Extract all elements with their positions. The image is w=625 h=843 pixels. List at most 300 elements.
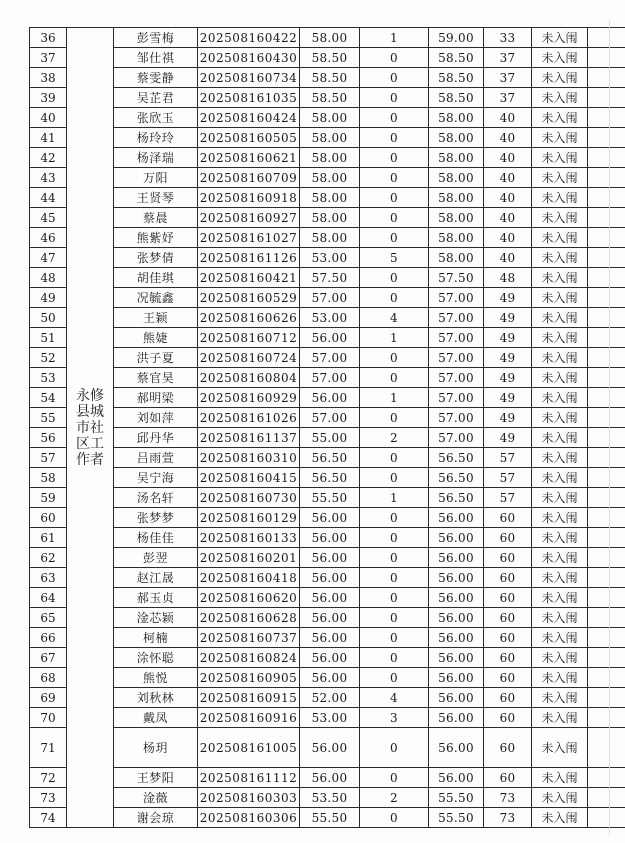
bonus-score-cell: 1	[360, 388, 429, 408]
written-score-cell: 56.50	[300, 448, 360, 468]
bonus-score-cell: 0	[360, 268, 429, 288]
exam-id-cell: 202508160916	[198, 708, 300, 728]
table-row	[30, 768, 625, 788]
bonus-score-cell: 3	[360, 708, 429, 728]
table-row	[30, 208, 625, 228]
name-cell: 熊紫妤	[114, 228, 198, 248]
seq-cell: 46	[30, 228, 67, 248]
name-cell: 谢会琼	[114, 808, 198, 828]
status-cell: 未入闱	[532, 508, 588, 528]
exam-id-cell: 202508160628	[198, 608, 300, 628]
note-cell	[588, 288, 625, 308]
table-row	[30, 328, 625, 348]
total-score-cell: 56.00	[429, 628, 484, 648]
exam-id-cell: 202508160424	[198, 108, 300, 128]
seq-cell: 45	[30, 208, 67, 228]
rank-cell: 60	[484, 668, 532, 688]
table-row	[30, 708, 625, 728]
written-score-cell: 58.50	[300, 88, 360, 108]
rank-cell: 60	[484, 548, 532, 568]
total-score-cell: 58.00	[429, 228, 484, 248]
note-cell	[588, 208, 625, 228]
rank-cell: 60	[484, 768, 532, 788]
rank-cell: 49	[484, 348, 532, 368]
rank-cell: 49	[484, 388, 532, 408]
exam-id-cell: 202508160918	[198, 188, 300, 208]
total-score-cell: 56.00	[429, 508, 484, 528]
total-score-cell: 58.50	[429, 68, 484, 88]
written-score-cell: 56.00	[300, 728, 360, 768]
bonus-score-cell: 0	[360, 588, 429, 608]
table-row	[30, 228, 625, 248]
status-cell: 未入闱	[532, 408, 588, 428]
table-row	[30, 728, 625, 768]
table-row	[30, 48, 625, 68]
note-cell	[588, 688, 625, 708]
name-cell: 郝明梁	[114, 388, 198, 408]
bonus-score-cell: 0	[360, 628, 429, 648]
name-cell: 王贤琴	[114, 188, 198, 208]
seq-cell: 36	[30, 28, 67, 48]
name-cell: 吴宁海	[114, 468, 198, 488]
rank-cell: 60	[484, 708, 532, 728]
rank-cell: 73	[484, 808, 532, 828]
total-score-cell: 56.00	[429, 768, 484, 788]
rank-cell: 48	[484, 268, 532, 288]
total-score-cell: 56.00	[429, 648, 484, 668]
status-cell: 未入闱	[532, 788, 588, 808]
name-cell: 柯楠	[114, 628, 198, 648]
name-cell: 彭翌	[114, 548, 198, 568]
status-cell: 未入闱	[532, 108, 588, 128]
note-cell	[588, 588, 625, 608]
exam-id-cell: 202508160804	[198, 368, 300, 388]
table-row	[30, 168, 625, 188]
written-score-cell: 56.00	[300, 768, 360, 788]
exam-id-cell: 202508161027	[198, 228, 300, 248]
rank-cell: 60	[484, 508, 532, 528]
table-row	[30, 588, 625, 608]
note-cell	[588, 268, 625, 288]
rank-cell: 40	[484, 228, 532, 248]
exam-id-cell: 202508160709	[198, 168, 300, 188]
total-score-cell: 57.00	[429, 428, 484, 448]
seq-cell: 61	[30, 528, 67, 548]
bonus-score-cell: 0	[360, 288, 429, 308]
written-score-cell: 56.00	[300, 588, 360, 608]
table-row	[30, 88, 625, 108]
name-cell: 王梦阳	[114, 768, 198, 788]
name-cell: 邱丹华	[114, 428, 198, 448]
name-cell: 杨佳佳	[114, 528, 198, 548]
seq-cell: 67	[30, 648, 67, 668]
name-cell: 万阳	[114, 168, 198, 188]
written-score-cell: 58.00	[300, 128, 360, 148]
note-cell	[588, 788, 625, 808]
table-row	[30, 28, 625, 48]
total-score-cell: 58.50	[429, 88, 484, 108]
note-cell	[588, 468, 625, 488]
exam-id-cell: 202508160303	[198, 788, 300, 808]
bonus-score-cell: 0	[360, 108, 429, 128]
exam-id-cell: 202508161126	[198, 248, 300, 268]
bonus-score-cell: 1	[360, 488, 429, 508]
table-row	[30, 688, 625, 708]
note-cell	[588, 448, 625, 468]
note-cell	[588, 808, 625, 828]
rank-cell: 33	[484, 28, 532, 48]
table-row	[30, 668, 625, 688]
name-cell: 涂怀聪	[114, 648, 198, 668]
seq-cell: 54	[30, 388, 67, 408]
table-row	[30, 108, 625, 128]
exam-id-cell: 202508160620	[198, 588, 300, 608]
status-cell: 未入闱	[532, 68, 588, 88]
status-cell: 未入闱	[532, 568, 588, 588]
status-cell: 未入闱	[532, 528, 588, 548]
seq-cell: 40	[30, 108, 67, 128]
written-score-cell: 56.00	[300, 328, 360, 348]
note-cell	[588, 568, 625, 588]
table-row	[30, 408, 625, 428]
rank-cell: 40	[484, 108, 532, 128]
rank-cell: 57	[484, 488, 532, 508]
written-score-cell: 58.00	[300, 228, 360, 248]
total-score-cell: 58.00	[429, 108, 484, 128]
note-cell	[588, 548, 625, 568]
written-score-cell: 53.00	[300, 308, 360, 328]
total-score-cell: 58.00	[429, 168, 484, 188]
seq-cell: 50	[30, 308, 67, 328]
total-score-cell: 57.00	[429, 368, 484, 388]
bonus-score-cell: 4	[360, 688, 429, 708]
rank-cell: 57	[484, 448, 532, 468]
name-cell: 淦薇	[114, 788, 198, 808]
seq-cell: 55	[30, 408, 67, 428]
table-row	[30, 248, 625, 268]
status-cell: 未入闱	[532, 128, 588, 148]
exam-id-cell: 202508160418	[198, 568, 300, 588]
rank-cell: 73	[484, 788, 532, 808]
seq-cell: 39	[30, 88, 67, 108]
name-cell: 戴凤	[114, 708, 198, 728]
bonus-score-cell: 0	[360, 408, 429, 428]
total-score-cell: 56.00	[429, 568, 484, 588]
status-cell: 未入闱	[532, 28, 588, 48]
rank-cell: 60	[484, 688, 532, 708]
name-cell: 况毓鑫	[114, 288, 198, 308]
exam-id-cell: 202508160529	[198, 288, 300, 308]
written-score-cell: 58.00	[300, 108, 360, 128]
total-score-cell: 56.00	[429, 528, 484, 548]
table-row	[30, 648, 625, 668]
seq-cell: 73	[30, 788, 67, 808]
table-row	[30, 288, 625, 308]
seq-cell: 74	[30, 808, 67, 828]
note-cell	[588, 128, 625, 148]
table-row	[30, 788, 625, 808]
name-cell: 熊悦	[114, 668, 198, 688]
note-cell	[588, 88, 625, 108]
exam-id-cell: 202508160133	[198, 528, 300, 548]
exam-id-cell: 202508160737	[198, 628, 300, 648]
name-cell: 邹仕祺	[114, 48, 198, 68]
seq-cell: 59	[30, 488, 67, 508]
status-cell: 未入闱	[532, 328, 588, 348]
page-edge-line	[609, 20, 610, 835]
bonus-score-cell: 5	[360, 248, 429, 268]
exam-id-cell: 202508161137	[198, 428, 300, 448]
note-cell	[588, 108, 625, 128]
status-cell: 未入闱	[532, 668, 588, 688]
seq-cell: 43	[30, 168, 67, 188]
note-cell	[588, 428, 625, 448]
status-cell: 未入闱	[532, 468, 588, 488]
seq-cell: 70	[30, 708, 67, 728]
status-cell: 未入闱	[532, 208, 588, 228]
unit-label: 永修县城市社区工作者	[76, 387, 104, 468]
rank-cell: 60	[484, 648, 532, 668]
name-cell: 彭雪梅	[114, 28, 198, 48]
rank-cell: 37	[484, 68, 532, 88]
seq-cell: 51	[30, 328, 67, 348]
written-score-cell: 57.00	[300, 348, 360, 368]
table-row	[30, 608, 625, 628]
total-score-cell: 58.50	[429, 48, 484, 68]
seq-cell: 71	[30, 728, 67, 768]
name-cell: 吕雨萱	[114, 448, 198, 468]
written-score-cell: 56.50	[300, 468, 360, 488]
status-cell: 未入闱	[532, 648, 588, 668]
status-cell: 未入闱	[532, 308, 588, 328]
rank-cell: 40	[484, 128, 532, 148]
written-score-cell: 58.50	[300, 68, 360, 88]
status-cell: 未入闱	[532, 268, 588, 288]
table-row	[30, 148, 625, 168]
bonus-score-cell: 1	[360, 28, 429, 48]
results-table	[29, 27, 625, 828]
note-cell	[588, 488, 625, 508]
written-score-cell: 58.00	[300, 208, 360, 228]
table-row	[30, 308, 625, 328]
name-cell: 淦芯颖	[114, 608, 198, 628]
bonus-score-cell: 0	[360, 568, 429, 588]
written-score-cell: 58.00	[300, 148, 360, 168]
status-cell: 未入闱	[532, 288, 588, 308]
status-cell: 未入闱	[532, 48, 588, 68]
rank-cell: 60	[484, 728, 532, 768]
status-cell: 未入闱	[532, 548, 588, 568]
seq-cell: 65	[30, 608, 67, 628]
note-cell	[588, 68, 625, 88]
table-row	[30, 448, 625, 468]
bonus-score-cell: 2	[360, 428, 429, 448]
seq-cell: 63	[30, 568, 67, 588]
rank-cell: 60	[484, 628, 532, 648]
bonus-score-cell: 0	[360, 188, 429, 208]
note-cell	[588, 668, 625, 688]
seq-cell: 57	[30, 448, 67, 468]
status-cell: 未入闱	[532, 428, 588, 448]
total-score-cell: 58.00	[429, 188, 484, 208]
rank-cell: 40	[484, 188, 532, 208]
table-row	[30, 488, 625, 508]
written-score-cell: 53.50	[300, 788, 360, 808]
rank-cell: 37	[484, 48, 532, 68]
exam-id-cell: 202508160927	[198, 208, 300, 228]
status-cell: 未入闱	[532, 168, 588, 188]
rank-cell: 40	[484, 148, 532, 168]
name-cell: 刘如萍	[114, 408, 198, 428]
seq-cell: 64	[30, 588, 67, 608]
bonus-score-cell: 0	[360, 668, 429, 688]
table-row	[30, 568, 625, 588]
seq-cell: 68	[30, 668, 67, 688]
total-score-cell: 58.00	[429, 128, 484, 148]
exam-id-cell: 202508161026	[198, 408, 300, 428]
table-row	[30, 508, 625, 528]
total-score-cell: 58.00	[429, 148, 484, 168]
name-cell: 赵江晟	[114, 568, 198, 588]
written-score-cell: 56.00	[300, 548, 360, 568]
bonus-score-cell: 0	[360, 528, 429, 548]
bonus-score-cell: 0	[360, 508, 429, 528]
written-score-cell: 56.00	[300, 608, 360, 628]
bonus-score-cell: 0	[360, 548, 429, 568]
status-cell: 未入闱	[532, 708, 588, 728]
exam-id-cell: 202508160201	[198, 548, 300, 568]
status-cell: 未入闱	[532, 248, 588, 268]
status-cell: 未入闱	[532, 188, 588, 208]
rank-cell: 49	[484, 428, 532, 448]
bonus-score-cell: 0	[360, 128, 429, 148]
total-score-cell: 56.50	[429, 488, 484, 508]
note-cell	[588, 508, 625, 528]
table-row	[30, 528, 625, 548]
seq-cell: 47	[30, 248, 67, 268]
seq-cell: 72	[30, 768, 67, 788]
name-cell: 杨泽瑞	[114, 148, 198, 168]
written-score-cell: 57.00	[300, 368, 360, 388]
written-score-cell: 55.50	[300, 488, 360, 508]
exam-id-cell: 202508160421	[198, 268, 300, 288]
written-score-cell: 58.00	[300, 168, 360, 188]
seq-cell: 69	[30, 688, 67, 708]
status-cell: 未入闱	[532, 368, 588, 388]
status-cell: 未入闱	[532, 768, 588, 788]
note-cell	[588, 608, 625, 628]
note-cell	[588, 328, 625, 348]
exam-id-cell: 202508160915	[198, 688, 300, 708]
total-score-cell: 57.00	[429, 408, 484, 428]
bonus-score-cell: 0	[360, 348, 429, 368]
exam-id-cell: 202508161035	[198, 88, 300, 108]
total-score-cell: 57.50	[429, 268, 484, 288]
status-cell: 未入闱	[532, 808, 588, 828]
name-cell: 张梦梦	[114, 508, 198, 528]
status-cell: 未入闱	[532, 348, 588, 368]
total-score-cell: 55.50	[429, 808, 484, 828]
seq-cell: 42	[30, 148, 67, 168]
rank-cell: 49	[484, 288, 532, 308]
total-score-cell: 56.00	[429, 548, 484, 568]
status-cell: 未入闱	[532, 228, 588, 248]
table-row	[30, 188, 625, 208]
name-cell: 熊婕	[114, 328, 198, 348]
rank-cell: 49	[484, 368, 532, 388]
written-score-cell: 52.00	[300, 688, 360, 708]
note-cell	[588, 48, 625, 68]
name-cell: 蔡雯静	[114, 68, 198, 88]
exam-id-cell: 202508160129	[198, 508, 300, 528]
exam-id-cell: 202508160310	[198, 448, 300, 468]
total-score-cell: 58.00	[429, 248, 484, 268]
bonus-score-cell: 0	[360, 808, 429, 828]
seq-cell: 62	[30, 548, 67, 568]
total-score-cell: 58.00	[429, 208, 484, 228]
status-cell: 未入闱	[532, 688, 588, 708]
seq-cell: 41	[30, 128, 67, 148]
bonus-score-cell: 0	[360, 448, 429, 468]
exam-id-cell: 202508161005	[198, 728, 300, 768]
note-cell	[588, 728, 625, 768]
total-score-cell: 55.50	[429, 788, 484, 808]
bonus-score-cell: 0	[360, 68, 429, 88]
rank-cell: 40	[484, 248, 532, 268]
name-cell: 刘秋林	[114, 688, 198, 708]
name-cell: 张梦倩	[114, 248, 198, 268]
table-row	[30, 348, 625, 368]
written-score-cell: 57.00	[300, 408, 360, 428]
written-score-cell: 56.00	[300, 528, 360, 548]
bonus-score-cell: 0	[360, 168, 429, 188]
seq-cell: 38	[30, 68, 67, 88]
exam-id-cell: 202508160712	[198, 328, 300, 348]
table-row	[30, 628, 625, 648]
seq-cell: 56	[30, 428, 67, 448]
total-score-cell: 56.00	[429, 668, 484, 688]
rank-cell: 57	[484, 468, 532, 488]
exam-id-cell: 202508160905	[198, 668, 300, 688]
rank-cell: 37	[484, 88, 532, 108]
bonus-score-cell: 0	[360, 148, 429, 168]
note-cell	[588, 168, 625, 188]
note-cell	[588, 188, 625, 208]
table-row	[30, 808, 625, 828]
seq-cell: 66	[30, 628, 67, 648]
table-body	[30, 28, 625, 828]
name-cell: 王颖	[114, 308, 198, 328]
total-score-cell: 56.50	[429, 448, 484, 468]
seq-cell: 52	[30, 348, 67, 368]
total-score-cell: 57.00	[429, 328, 484, 348]
status-cell: 未入闱	[532, 608, 588, 628]
rank-cell: 49	[484, 328, 532, 348]
note-cell	[588, 408, 625, 428]
rank-cell: 60	[484, 528, 532, 548]
bonus-score-cell: 0	[360, 768, 429, 788]
note-cell	[588, 348, 625, 368]
table-row	[30, 388, 625, 408]
written-score-cell: 56.00	[300, 668, 360, 688]
exam-id-cell: 202508160824	[198, 648, 300, 668]
status-cell: 未入闱	[532, 148, 588, 168]
rank-cell: 49	[484, 308, 532, 328]
written-score-cell: 56.00	[300, 388, 360, 408]
status-cell: 未入闱	[532, 448, 588, 468]
exam-id-cell: 202508160730	[198, 488, 300, 508]
name-cell: 杨玥	[114, 728, 198, 768]
